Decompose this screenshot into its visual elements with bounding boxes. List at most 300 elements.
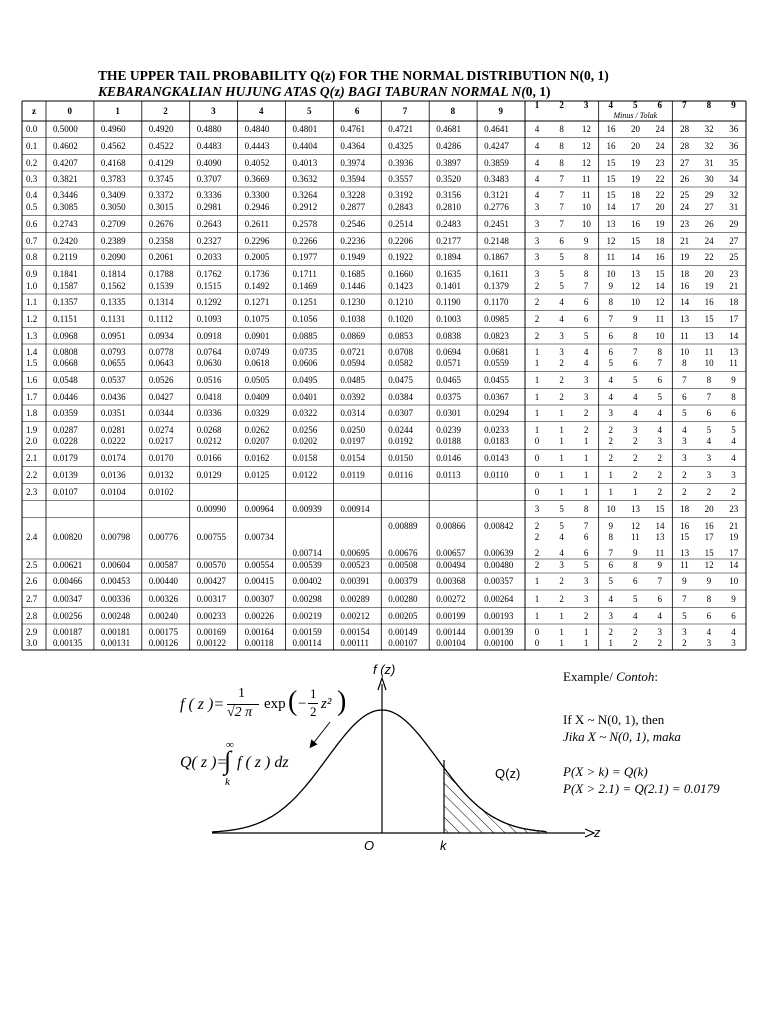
probability-cell: 0.0436 (100, 392, 126, 402)
probability-cell: 0.0139 (53, 470, 78, 480)
difference-cell: 1 (534, 358, 540, 368)
difference-cell: 18 (631, 190, 640, 200)
z-value-0.2: 0.2 (26, 158, 38, 168)
difference-cell: 0 (534, 453, 540, 463)
difference-cell: 3 (559, 560, 564, 570)
probability-cell: 0.0307 (388, 408, 414, 418)
probability-cell: 0.3520 (436, 174, 461, 184)
difference-cell: 3 (706, 638, 712, 648)
probability-cell: 0.0301 (436, 408, 461, 418)
probability-cell: 0.4920 (148, 124, 174, 134)
probability-cell: 0.00164 (244, 627, 274, 637)
probability-cell: 0.00187 (53, 627, 83, 637)
probability-cell: 0.4681 (436, 124, 461, 134)
difference-cell: 7 (682, 375, 687, 385)
difference-cell: 24 (655, 124, 665, 134)
probability-cell: 0.4013 (292, 158, 318, 168)
probability-cell: 0.0351 (100, 408, 126, 418)
probability-cell: 0.2514 (388, 219, 414, 229)
difference-cell: 9 (633, 314, 638, 324)
difference-cell: 25 (729, 252, 739, 262)
probability-cell: 0.00676 (388, 548, 418, 558)
difference-cell: 2 (534, 331, 540, 341)
probability-cell: 0.3228 (340, 190, 366, 200)
difference-cell: 6 (706, 408, 712, 418)
probability-cell: 0.1492 (244, 281, 270, 291)
diff-header-4: 4 (608, 100, 613, 110)
probability-cell: 0.2946 (244, 202, 270, 212)
column-header-3: 3 (211, 106, 216, 116)
column-header-4: 4 (259, 106, 264, 116)
probability-cell: 0.1230 (340, 297, 366, 307)
difference-cell: 2 (583, 425, 589, 435)
probability-cell: 0.4880 (196, 124, 222, 134)
difference-cell: 3 (583, 392, 589, 402)
probability-cell: 0.0336 (196, 408, 222, 418)
z-value-0.3: 0.3 (26, 174, 38, 184)
probability-cell: 0.00326 (148, 594, 179, 604)
z-value-1.3: 1.3 (26, 331, 38, 341)
difference-cell: 18 (729, 297, 739, 307)
difference-cell: 14 (655, 521, 665, 531)
probability-cell: 0.0885 (292, 331, 318, 341)
difference-cell: 2 (657, 470, 663, 480)
difference-cell: 5 (583, 331, 589, 341)
difference-cell: 16 (606, 141, 616, 151)
difference-cell: 6 (657, 594, 663, 604)
difference-cell: 5 (559, 252, 564, 262)
difference-cell: 35 (729, 158, 739, 168)
z-value-0.8: 0.8 (26, 252, 38, 262)
probability-cell: 0.00135 (53, 638, 83, 648)
z-value-2.1: 2.1 (26, 453, 38, 463)
difference-cell: 16 (680, 521, 690, 531)
difference-cell: 3 (731, 638, 736, 648)
probability-cell: 0.0838 (436, 331, 461, 341)
probability-cell: 0.1611 (484, 269, 509, 279)
probability-cell: 0.0322 (292, 408, 318, 418)
probability-cell: 0.1056 (292, 314, 318, 324)
probability-cell: 0.00914 (340, 504, 370, 514)
probability-cell: 0.00122 (196, 638, 226, 648)
difference-cell: 7 (633, 347, 638, 357)
example-gap (563, 745, 720, 763)
probability-cell: 0.1685 (340, 269, 366, 279)
difference-cell: 12 (631, 281, 640, 291)
difference-cell: 5 (682, 408, 687, 418)
difference-cell: 30 (704, 174, 714, 184)
probability-cell: 0.1038 (340, 314, 366, 324)
difference-cell: 1 (534, 375, 540, 385)
difference-cell: 4 (657, 611, 663, 621)
probability-cell: 0.00964 (244, 504, 274, 514)
probability-cell: 0.0119 (340, 470, 365, 480)
difference-cell: 5 (608, 358, 613, 368)
column-header-9: 9 (498, 106, 504, 116)
difference-cell: 7 (559, 219, 564, 229)
difference-cell: 1 (559, 408, 564, 418)
probability-cell: 0.3936 (388, 158, 414, 168)
probability-cell: 0.0256 (292, 425, 318, 435)
probability-cell: 0.00554 (244, 560, 274, 570)
difference-cell: 2 (559, 594, 564, 604)
difference-cell: 32 (704, 141, 714, 151)
column-header-1: 1 (115, 106, 120, 116)
difference-cell: 7 (608, 314, 613, 324)
probability-cell: 0.0174 (100, 453, 126, 463)
probability-cell: 0.00131 (100, 638, 131, 648)
probability-cell: 0.00889 (388, 521, 418, 531)
difference-cell: 11 (655, 314, 665, 324)
probability-cell: 0.1075 (244, 314, 270, 324)
probability-cell: 0.00714 (292, 548, 322, 558)
difference-cell: 16 (680, 281, 690, 291)
probability-cell: 0.00298 (292, 594, 322, 604)
probability-cell: 0.00657 (436, 548, 466, 558)
density-formula-minus: − (298, 696, 307, 712)
difference-cell: 1 (608, 638, 613, 648)
probability-cell: 0.0985 (484, 314, 509, 324)
probability-cell: 0.3594 (340, 174, 366, 184)
probability-cell: 0.3745 (148, 174, 174, 184)
difference-cell: 12 (606, 236, 616, 246)
probability-cell: 0.1711 (292, 269, 317, 279)
z-value-2.3: 2.3 (26, 487, 38, 497)
difference-cell: 12 (704, 560, 714, 570)
z-value-2.9: 2.9 (26, 627, 38, 637)
difference-cell: 4 (682, 425, 687, 435)
difference-cell: 8 (633, 560, 638, 570)
probability-cell: 0.0110 (484, 470, 509, 480)
difference-cell: 4 (534, 124, 540, 134)
difference-cell: 1 (559, 470, 564, 480)
difference-cell: 23 (729, 269, 739, 279)
probability-cell: 0.3632 (292, 174, 318, 184)
column-header-z: z (32, 106, 36, 116)
difference-cell: 2 (633, 627, 638, 637)
diff-header-2: 2 (559, 100, 564, 110)
probability-cell: 0.00175 (148, 627, 179, 637)
difference-cell: 34 (729, 174, 739, 184)
diff-header-7: 7 (682, 100, 687, 110)
probability-cell: 0.00212 (340, 611, 370, 621)
difference-cell: 11 (631, 532, 640, 542)
probability-cell: 0.1190 (436, 297, 461, 307)
difference-cell: 10 (680, 347, 690, 357)
difference-cell: 3 (657, 627, 663, 637)
diff-header-5: 5 (633, 100, 638, 110)
difference-cell: 14 (631, 252, 640, 262)
probability-cell: 0.0150 (388, 453, 414, 463)
probability-cell: 0.00734 (244, 532, 274, 542)
probability-cell: 0.00139 (484, 627, 514, 637)
z-axis-arrow (585, 829, 594, 837)
difference-cell: 2 (657, 638, 663, 648)
probability-cell: 0.3264 (292, 190, 318, 200)
probability-cell: 0.00240 (148, 611, 179, 621)
difference-cell: 5 (682, 611, 687, 621)
probability-cell: 0.0764 (196, 347, 222, 357)
z-value-2.4: 2.4 (26, 532, 38, 542)
difference-cell: 3 (682, 453, 687, 463)
probability-cell: 0.1170 (484, 297, 509, 307)
difference-cell: 13 (680, 314, 690, 324)
difference-cell: 17 (704, 532, 714, 542)
probability-cell: 0.1210 (388, 297, 414, 307)
difference-cell: 2 (559, 358, 564, 368)
probability-cell: 0.0495 (292, 375, 318, 385)
probability-cell: 0.4247 (484, 141, 509, 151)
difference-cell: 27 (704, 202, 714, 212)
probability-cell: 0.1003 (436, 314, 461, 324)
probability-cell: 0.00776 (148, 532, 179, 542)
difference-cell: 16 (704, 297, 714, 307)
probability-cell: 0.2266 (292, 236, 318, 246)
difference-cell: 6 (559, 236, 564, 246)
probability-cell: 0.0582 (388, 358, 414, 368)
difference-cell: 1 (559, 425, 564, 435)
probability-cell: 0.1922 (388, 252, 414, 262)
title-english: THE UPPER TAIL PROBABILITY Q(z) FOR THE NORMAL DISTRIBUTION N(0, 1) (98, 68, 609, 83)
probability-cell: 0.0618 (244, 358, 270, 368)
probability-cell: 0.1292 (196, 297, 222, 307)
probability-cell: 0.0455 (484, 375, 509, 385)
probability-cell: 0.2578 (292, 219, 318, 229)
difference-cell: 31 (729, 202, 739, 212)
probability-cell: 0.0808 (53, 347, 78, 357)
probability-cell: 0.3156 (436, 190, 461, 200)
difference-cell: 1 (583, 436, 589, 446)
difference-cell: 8 (559, 141, 564, 151)
difference-cell: 15 (606, 158, 616, 168)
tail-formula-lower-limit: k (225, 776, 230, 788)
probability-cell: 0.0104 (100, 487, 126, 497)
probability-cell: 0.0294 (484, 408, 509, 418)
difference-cell: 5 (559, 269, 564, 279)
difference-cell: 26 (704, 219, 714, 229)
difference-cell: 8 (682, 358, 687, 368)
difference-cell: 6 (731, 408, 736, 418)
difference-cell: 1 (534, 594, 540, 604)
probability-cell: 0.1814 (100, 269, 126, 279)
difference-cell: 3 (559, 331, 564, 341)
difference-cell: 13 (680, 548, 690, 558)
probability-cell: 0.0559 (484, 358, 509, 368)
fz-axis-label: f (z) (373, 662, 396, 677)
probability-cell: 0.0136 (100, 470, 126, 480)
probability-cell: 0.3050 (100, 202, 126, 212)
difference-cell: 14 (729, 560, 739, 570)
difference-cell: 1 (633, 487, 638, 497)
difference-cell: 3 (731, 470, 736, 480)
difference-cell: 3 (706, 470, 712, 480)
probability-cell: 0.1335 (100, 297, 126, 307)
density-formula-exp: exp (264, 696, 286, 712)
difference-cell: 2 (534, 532, 540, 542)
probability-cell: 0.0188 (436, 436, 461, 446)
difference-cell: 2 (682, 638, 687, 648)
difference-cell: 15 (655, 269, 665, 279)
probability-cell: 0.0329 (244, 408, 270, 418)
probability-cell: 0.2206 (388, 236, 414, 246)
probability-cell: 0.00604 (100, 560, 131, 570)
probability-cell: 0.4761 (340, 124, 366, 134)
probability-cell: 0.1093 (196, 314, 222, 324)
column-header-0: 0 (67, 106, 72, 116)
probability-cell: 0.00104 (436, 638, 466, 648)
probability-cell: 0.00357 (484, 576, 514, 586)
probability-cell: 0.2643 (196, 219, 222, 229)
difference-cell: 20 (631, 141, 640, 151)
probability-cell: 0.3707 (196, 174, 222, 184)
z-value-1.5: 1.5 (26, 358, 38, 368)
probability-cell: 0.4129 (148, 158, 174, 168)
probability-cell: 0.3859 (484, 158, 509, 168)
difference-cell: 9 (657, 560, 663, 570)
difference-cell: 4 (559, 297, 564, 307)
difference-cell: 10 (581, 219, 591, 229)
z-value-3.0: 3.0 (26, 638, 38, 648)
probability-cell: 0.0778 (148, 347, 174, 357)
difference-cell: 5 (583, 560, 589, 570)
difference-cell: 32 (729, 190, 739, 200)
probability-cell: 0.1867 (484, 252, 509, 262)
probability-cell: 0.0146 (436, 453, 461, 463)
difference-cell: 4 (534, 141, 540, 151)
probability-cell: 0.00402 (292, 576, 322, 586)
column-header-2: 2 (163, 106, 168, 116)
z-value-0.1: 0.1 (26, 141, 38, 151)
difference-cell: 18 (680, 269, 690, 279)
example-title: Example/ Contoh: (563, 669, 658, 684)
example-line-general: P(X > k) = Q(k) (563, 764, 648, 779)
probability-cell: 0.0630 (196, 358, 222, 368)
difference-cell: 2 (633, 453, 638, 463)
probability-cell: 0.00149 (388, 627, 418, 637)
difference-cell: 19 (729, 532, 739, 542)
probability-cell: 0.0548 (53, 375, 78, 385)
probability-cell: 0.00111 (340, 638, 369, 648)
probability-cell: 0.0116 (388, 470, 413, 480)
difference-cell: 5 (559, 521, 564, 531)
probability-cell: 0.1151 (53, 314, 78, 324)
probability-cell: 0.1131 (100, 314, 126, 324)
difference-cell: 8 (633, 331, 638, 341)
difference-cell: 0 (534, 627, 540, 637)
difference-cell: 1 (583, 627, 589, 637)
z-value-2.7: 2.7 (26, 594, 38, 604)
difference-cell: 12 (581, 124, 591, 134)
probability-cell: 0.00539 (292, 560, 322, 570)
difference-cell: 7 (657, 576, 663, 586)
z-value-1.2: 1.2 (26, 314, 38, 324)
probability-cell: 0.00280 (388, 594, 418, 604)
probability-cell: 0.2676 (148, 219, 174, 229)
difference-cell: 9 (706, 576, 712, 586)
probability-cell: 0.0113 (436, 470, 461, 480)
difference-cell: 16 (606, 124, 616, 134)
probability-cell: 0.4602 (53, 141, 78, 151)
difference-cell: 1 (559, 487, 564, 497)
probability-cell: 0.4721 (388, 124, 414, 134)
probability-cell: 0.0125 (244, 470, 270, 480)
probability-cell: 0.00415 (244, 576, 274, 586)
difference-cell: 24 (680, 202, 690, 212)
difference-cell: 2 (633, 436, 638, 446)
difference-cell: 19 (655, 219, 665, 229)
difference-cell: 4 (657, 425, 663, 435)
difference-cell: 15 (631, 236, 640, 246)
difference-cell: 0 (534, 436, 540, 446)
difference-cell: 9 (633, 548, 638, 558)
difference-cell: 5 (731, 425, 736, 435)
probability-cell: 0.0239 (436, 425, 461, 435)
difference-cell: 3 (534, 252, 540, 262)
difference-cell: 17 (729, 548, 739, 558)
probability-cell: 0.1587 (53, 281, 78, 291)
tail-formula-lhs: Q( z )= (180, 754, 228, 771)
probability-cell: 0.0268 (196, 425, 222, 435)
difference-cell: 3 (583, 375, 589, 385)
difference-cell: 6 (633, 358, 638, 368)
difference-cell: 2 (608, 627, 613, 637)
probability-cell: 0.2611 (244, 219, 270, 229)
difference-cell: 4 (534, 158, 540, 168)
difference-cell: 21 (729, 521, 739, 531)
difference-cell: 6 (583, 297, 589, 307)
probability-cell: 0.0392 (340, 392, 366, 402)
probability-cell: 0.4840 (244, 124, 270, 134)
difference-cell: 27 (729, 236, 739, 246)
probability-cell: 0.0367 (484, 392, 509, 402)
difference-cell: 2 (559, 375, 564, 385)
probability-cell: 0.0446 (53, 392, 78, 402)
difference-cell: 36 (729, 141, 739, 151)
probability-cell: 0.00205 (388, 611, 418, 621)
probability-cell: 0.00466 (53, 576, 83, 586)
probability-cell: 0.2005 (244, 252, 270, 262)
difference-cell: 13 (606, 219, 616, 229)
difference-cell: 22 (704, 252, 714, 262)
probability-cell: 0.2327 (196, 236, 222, 246)
probability-cell: 0.3783 (100, 174, 126, 184)
probability-cell: 0.0170 (148, 453, 174, 463)
probability-cell: 0.0901 (244, 331, 270, 341)
probability-cell: 0.00114 (292, 638, 322, 648)
probability-cell: 0.3336 (196, 190, 222, 200)
difference-cell: 6 (706, 611, 712, 621)
probability-cell: 0.1112 (148, 314, 173, 324)
probability-cell: 0.3085 (53, 202, 78, 212)
difference-cell: 4 (559, 314, 564, 324)
difference-cell: 15 (606, 174, 616, 184)
probability-cell: 0.0668 (53, 358, 78, 368)
difference-cell: 3 (682, 627, 687, 637)
probability-cell: 0.00159 (292, 627, 322, 637)
probability-cell: 0.3974 (340, 158, 366, 168)
z-axis-label: z (594, 825, 601, 840)
difference-cell: 2 (633, 638, 638, 648)
probability-cell: 0.00144 (436, 627, 466, 637)
probability-cell: 0.2177 (436, 236, 461, 246)
probability-cell: 0.2877 (340, 202, 366, 212)
z-value-0.0: 0.0 (26, 124, 38, 134)
difference-cell: 7 (657, 358, 663, 368)
probability-cell: 0.2912 (292, 202, 318, 212)
difference-cell: 1 (534, 408, 540, 418)
probability-cell: 0.2148 (484, 236, 509, 246)
probability-cell: 0.00440 (148, 576, 179, 586)
